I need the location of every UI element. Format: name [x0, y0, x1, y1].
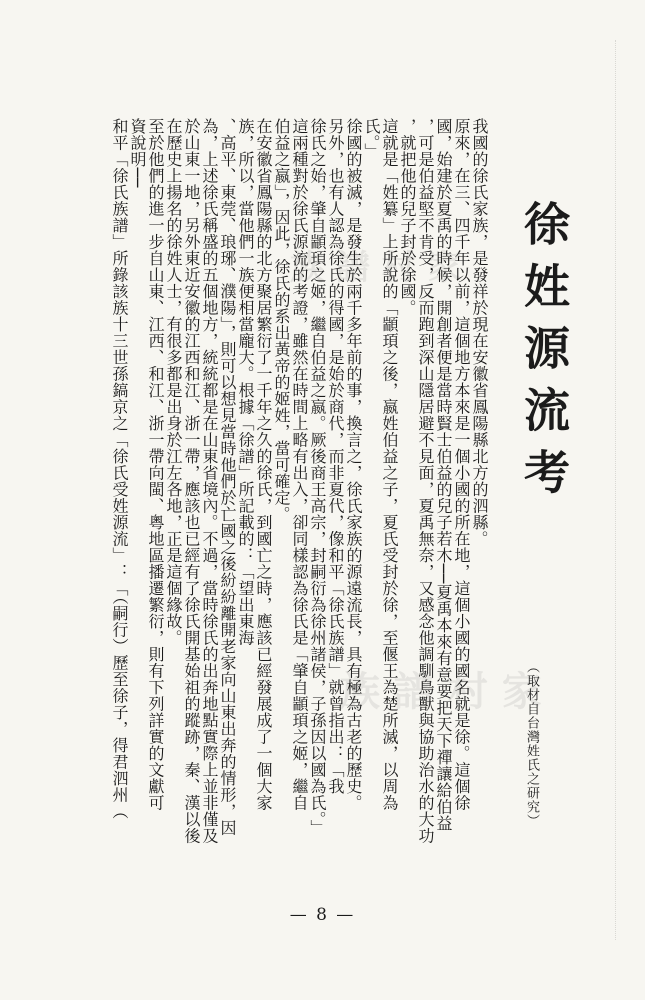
- text-column: 這兩種對於徐氏源流的考證，雖然在時間上略有出入，卻同樣認為徐氏是「肇自顓頊之姬，繼自: [290, 118, 309, 811]
- text-column: 伯益之嬴」，因此，徐氏的系出黃帝的姬姓，當可確定。: [272, 118, 291, 523]
- page-number: — 8 —: [289, 905, 356, 925]
- text-column: 氏。」: [362, 118, 381, 160]
- source-note: （取材自台灣姓氏之研究）: [524, 660, 539, 828]
- text-column: 徐氏之始，肇自顓頊之姬，繼自伯益之嬴。厥後商王高宗，封嗣衍為徐州諸侯，子孫因以國為氏。」: [308, 118, 327, 836]
- text-column: 和平「徐氏族譜」所錄該族十三世孫鎬京之「徐氏受姓源流」：「（嗣行）歷至徐子，得君泗州（: [110, 118, 129, 820]
- text-column: 我國的徐氏家族，是發祥於現在安徽省鳳陽縣北方的泗縣。: [470, 118, 489, 547]
- text-column: 在歷史上揚名的徐姓人士，有很多都是出身於江左各地，正是這個緣故。: [164, 118, 183, 646]
- text-column: 國，始建於夏禹的時候，開創者便是當時賢士伯益的兒子若木──夏禹本來有意要把天下禪讓給伯益: [434, 118, 453, 832]
- watermark-bottom: 族 譜 村 家: [340, 669, 542, 715]
- watermark-top: 族 譜 村 家: [290, 248, 462, 288]
- text-column: 、高平、東莞、琅琊、濮陽」，則可以想見當時他們於亡國之後紛紛離開老家向山東出奔的情形，因: [218, 118, 237, 836]
- text-column: 至於他們的進一步自山東、江西、和江、浙一帶向閩、粵地區播遷繁衍，則有下列詳實的文獻可: [146, 118, 165, 811]
- body-text: [108, 118, 490, 908]
- bleed-through-edge: [615, 40, 622, 940]
- text-column: 資說明──: [128, 118, 147, 188]
- text-column: 這就是「姓纂」上所說的「顓頊之後，嬴姓伯益之子，夏氏受封於徐，至偃王為楚所滅，以周為: [380, 118, 399, 811]
- text-column: ，可是伯益堅不肯受，反而跑到深山隱居避不見面，夏禹無奈，又感念他調馴鳥獸與協助治水的大功: [416, 118, 435, 844]
- text-column: 徐國的被滅，是發生於兩千多年前的事，換言之，徐氏家族的源遠流長，具有極為古老的歷史。: [344, 118, 363, 811]
- text-column: ，就把他的兒子封於徐國。: [398, 118, 417, 316]
- text-column: 為，上述徐氏稱盛的五個地方，統統都是在山東省境內。不過，當時徐氏的出奔地點實際上並非僅及: [200, 118, 219, 844]
- text-column: 於山東一地，另外東近安徽的江西和江、浙一帶，應該也已經有了徐氏開基始祖的蹤跡，秦、漢以後: [182, 118, 201, 844]
- text-column: 在安徽省鳳陽縣的北方聚居繁衍了一千年之久的徐氏，到國亡之時，應該已經發展成了一個大家: [254, 118, 273, 811]
- page-title: 徐姓源流考: [517, 200, 571, 510]
- text-column: 族，所以，當他們一族便相當龐大。根據「徐譜」所記載的：「望出東海: [236, 118, 255, 646]
- text-column: 另外，也有人認為徐氏的得國，是始於商代，而非夏代，像和平「徐氏族譜」就曾指出：「我: [326, 118, 345, 795]
- text-column: 原來，在三、四千年以前，這個地方本來是一個小國的所在地，這個小國的國名就是徐。這個徐: [452, 118, 471, 811]
